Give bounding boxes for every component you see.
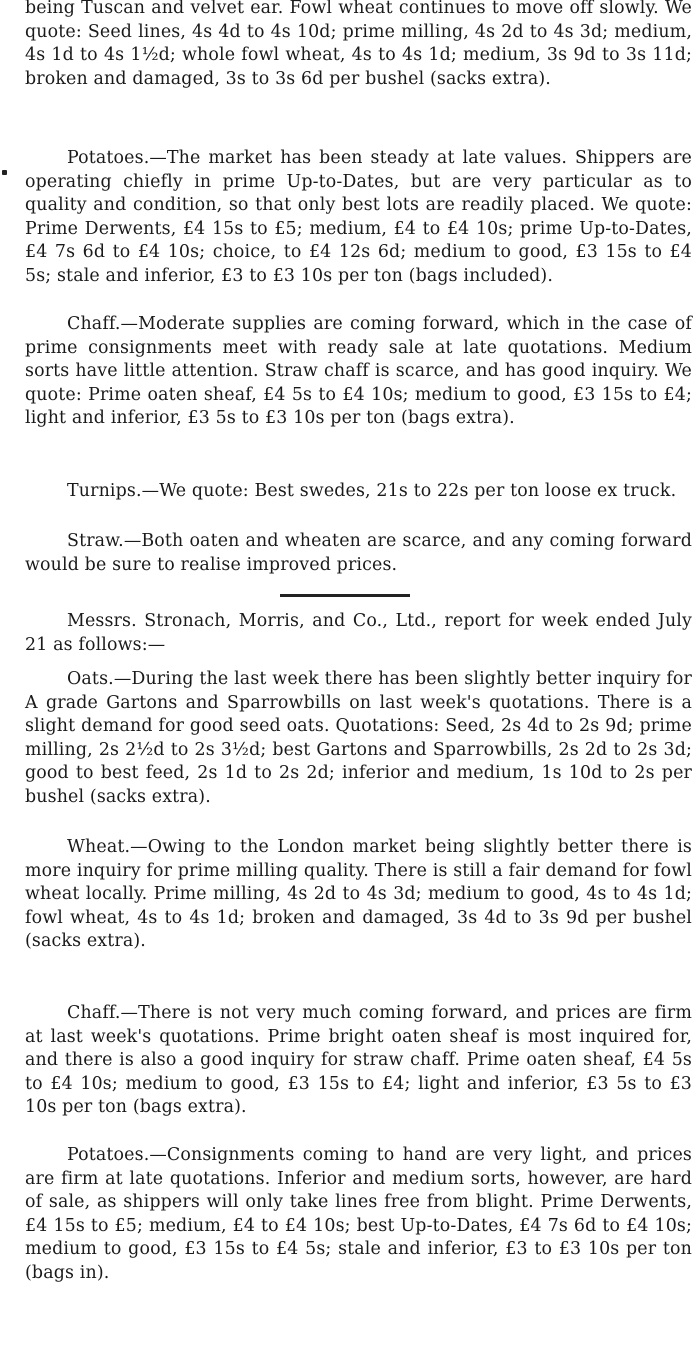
divider-rule [280,594,410,597]
paragraph-text: Wheat.—Owing to the London market being slightly better there is more inquiry for prime milling quality. There is still a fair demand for fowl wheat locally. Prime milling, 4s 2d to 4s 3d; medium to good, 4s to 4s 1d; fowl wheat, 4s to 4s 1d; broken and damaged, 3s 4d to 3s 9d per bushel (sacks extra). [25,837,692,952]
paragraph-text: Potatoes.—The market has been steady at late values. Shippers are operating chiefly in prime Up-to-Dates, but are very particular as to quality and condition, so that only best lots are readily placed. We quote: Prime Derwents, £4 15s to £5; medium, £4 to £4 10s; prime Up-to-Dates, £4 7s 6d to £4 10s; choice, to £4 12s 6d; medium to good, £3 15s to £4 5s; stale and inferior, £3 to £3 10s per ton (bags included). [25,148,692,286]
print-speck [2,170,7,175]
paragraph-text: Chaff.—There is not very much coming forward, and prices are firm at last week's quotations. Prime bright oaten sheaf is most inquired for, and there is also a good inquiry for straw chaff. Prime oaten sheaf, £4 5s to £4 10s; medium to good, £3 15s to £4; light and inferior, £3 5s to £3 10s per ton (bags extra). [25,1003,692,1118]
paragraph-text: Chaff.—Moderate supplies are coming forward, which in the case of prime consignments meet with ready sale at late quotations. Medium sorts have little attention. Straw chaff is scarce, and has good inquiry. We quote: Prime oaten sheaf, £4 5s to £4 10s; medium to good, £3 15s to £4; light and inferior, £3 5s to £3 10s per ton (bags extra). [25,314,692,429]
oats-paragraph [25,668,692,836]
paragraph-text: Turnips.—We quote: Best swedes, 21s to 22s per ton loose ex truck. [67,481,677,501]
potatoes-paragraph-2 [25,1144,692,1289]
fowl-wheat-paragraph [25,0,692,147]
turnips-paragraph [25,480,692,530]
report-intro: Messrs. Stronach, Morris, and Co., Ltd., report for week ended July 21 as follows:— [25,611,692,655]
stronach-morris-report [25,610,692,1289]
wheat-paragraph [25,836,692,1002]
market-report-column [25,0,692,1289]
potatoes-paragraph [25,147,692,313]
paragraph-text: Potatoes.—Consignments coming to hand are very light, and prices are firm at late quotations. Inferior and medium sorts, however, are hard of sale, as shippers will only take lines free from blight. Prime Derwents, £4 15s to £5; medium, £4 to £4 10s; best Up-to-Dates, £4 7s 6d to £4 10s; medium to good, £3 15s to £4 5s; stale and inferior, £3 to £3 10s per ton (bags in). [25,1145,692,1283]
paragraph-text: being Tuscan and velvet ear. Fowl wheat continues to move off slowly. We quote: Seed lines, 4s 4d to 4s 10d; prime milling, 4s 2d to 4s 3d; medium, 4s 1d to 4s 1½d; whole fowl wheat, 4s to 4s 1d; medium, 3s 9d to 3s 11d; broken and damaged, 3s to 3s 6d per bushel (sacks extra). [25,0,692,89]
chaff-paragraph-2 [25,1002,692,1144]
chaff-paragraph [25,313,692,480]
paragraph-text: Straw.—Both oaten and wheaten are scarce, and any coming forward would be sure to realise improved prices. [25,531,692,575]
straw-paragraph [25,530,692,586]
paragraph-text: Oats.—During the last week there has been slightly better inquiry for A grade Gartons and Sparrowbills on last week's quotations. There is a slight demand for good seed oats. Quotations: Seed, 2s 4d to 2s 9d; prime milling, 2s 2½d to 2s 3½d; best Gartons and Sparrowbills, 2s 2d to 2s 3d; good to best feed, 2s 1d to 2s 2d; inferior and medium, 1s 10d to 2s per bushel (sacks extra). [25,669,692,807]
section-divider [25,586,692,610]
